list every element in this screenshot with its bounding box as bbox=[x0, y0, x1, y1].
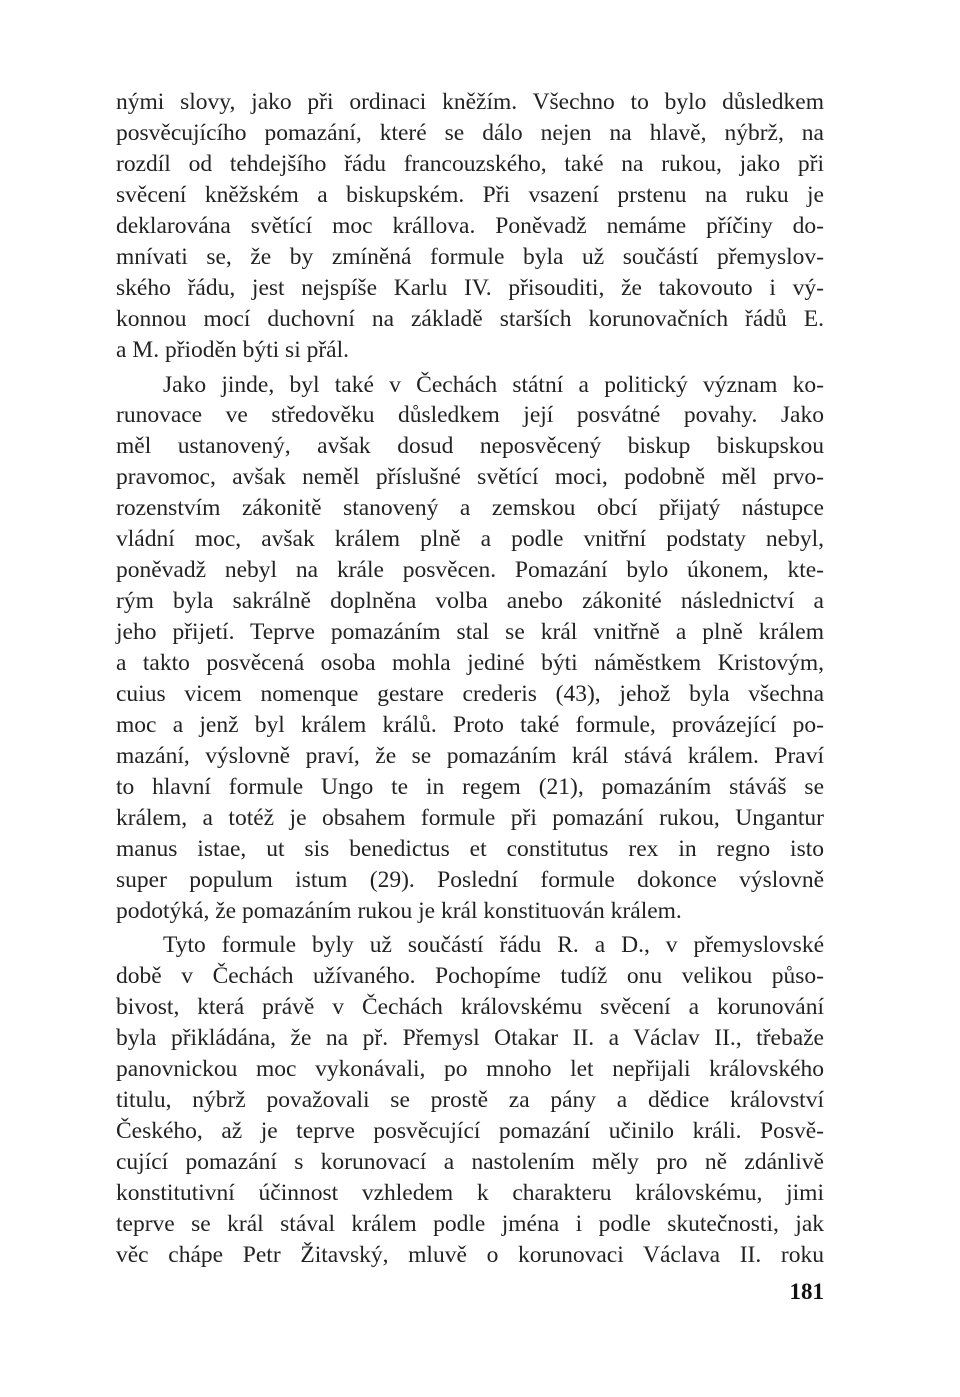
text-line: panovnickou moc vykonávali, po mnoho let nepřijali královského bbox=[116, 1056, 824, 1082]
text-line: svěcení kněžském a biskupském. Při vsazení prstenu na ruku je bbox=[116, 182, 824, 208]
text-line: měl ustanovený, avšak dosud neposvěcený biskup biskupskou bbox=[116, 433, 824, 459]
text-line: posvěcujícího pomazání, které se dálo nejen na hlavě, nýbrž, na bbox=[116, 120, 824, 146]
text-line: mazání, výslovně praví, že se pomazáním král stává králem. Praví bbox=[116, 743, 824, 769]
text-line: runovace ve středověku důsledkem její posvátné povahy. Jako bbox=[116, 402, 824, 428]
text-line: byla přikládána, že na př. Přemysl Otakar II. a Václav II., třebaže bbox=[116, 1025, 824, 1051]
text-line: a M. přioděn býti si přál. bbox=[116, 337, 350, 363]
text-line: teprve se král stával králem podle jména i podle skutečnosti, jak bbox=[116, 1211, 824, 1237]
text-line: věc chápe Petr Žitavský, mluvě o korunovaci Václava II. roku bbox=[116, 1242, 824, 1268]
text-line: rozdíl od tehdejšího řádu francouzského, také na rukou, jako při bbox=[116, 151, 824, 177]
text-line: podotýká, že pomazáním rukou je král konstituován králem. bbox=[116, 898, 682, 924]
text-line: super populum istum (29). Poslední formule dokonce výslovně bbox=[116, 867, 824, 893]
text-line: Českého, až je teprve posvěcující pomazání učinilo králi. Posvě- bbox=[116, 1118, 824, 1144]
text-line: Jako jinde, byl také v Čechách státní a politický význam ko- bbox=[163, 372, 824, 398]
text-line: pravomoc, avšak neměl příslušné světící moci, podobně měl prvo- bbox=[116, 464, 824, 490]
text-line: titulu, nýbrž považovali se prostě za pány a dědice království bbox=[116, 1087, 824, 1113]
text-line: bivost, která právě v Čechách královskému svěcení a korunování bbox=[116, 994, 824, 1020]
text-line: cující pomazání s korunovací a nastolením měly pro ně zdánlivě bbox=[116, 1149, 824, 1175]
text-line: to hlavní formule Ungo te in regem (21), pomazáním stáváš se bbox=[116, 774, 824, 800]
text-line: moc a jenž byl králem králů. Proto také formule, provázející po- bbox=[116, 712, 824, 738]
text-line: konnou mocí duchovní na základě starších korunovačních řádů E. bbox=[116, 306, 824, 332]
text-line: konstitutivní účinnost vzhledem k charakteru královskému, jimi bbox=[116, 1180, 824, 1206]
text-line: Tyto formule byly už součástí řádu R. a D., v přemyslovské bbox=[163, 932, 824, 958]
text-line: cuius vicem nomenque gestare crederis (43), jehož byla všechna bbox=[116, 681, 824, 707]
text-line: době v Čechách užívaného. Pochopíme tudíž onu velikou půso- bbox=[116, 963, 824, 989]
page-number: 181 bbox=[789, 1279, 824, 1304]
text-line: poněvadž nebyl na krále posvěcen. Pomazání bylo úkonem, kte- bbox=[116, 557, 824, 583]
text-line: manus istae, ut sis benedictus et constitutus rex in regno isto bbox=[116, 836, 824, 862]
text-line: mnívati se, že by zmíněná formule byla už součástí přemyslov- bbox=[116, 244, 824, 270]
text-line: deklarována světící moc krállova. Poněvadž nemáme příčiny do- bbox=[116, 213, 824, 239]
text-line: ského řádu, jest nejspíše Karlu IV. přisouditi, že takovouto i vý- bbox=[116, 275, 824, 301]
text-line: nými slovy, jako při ordinaci kněžím. Všechno to bylo důsledkem bbox=[116, 89, 824, 115]
text-line: a takto posvěcená osoba mohla jediné býti náměstkem Kristovým, bbox=[116, 650, 824, 676]
text-line: rozenstvím zákonitě stanovený a zemskou obcí přijatý nástupce bbox=[116, 495, 824, 521]
text-line: králem, a totéž je obsahem formule při pomazání rukou, Ungantur bbox=[116, 805, 824, 831]
text-line: vládní moc, avšak králem plně a podle vnitřní podstaty nebyl, bbox=[116, 526, 824, 552]
text-line: jeho přijetí. Teprve pomazáním stal se král vnitřně a plně králem bbox=[116, 619, 824, 645]
text-line: rým byla sakrálně doplněna volba anebo zákonité následnictví a bbox=[116, 588, 824, 614]
